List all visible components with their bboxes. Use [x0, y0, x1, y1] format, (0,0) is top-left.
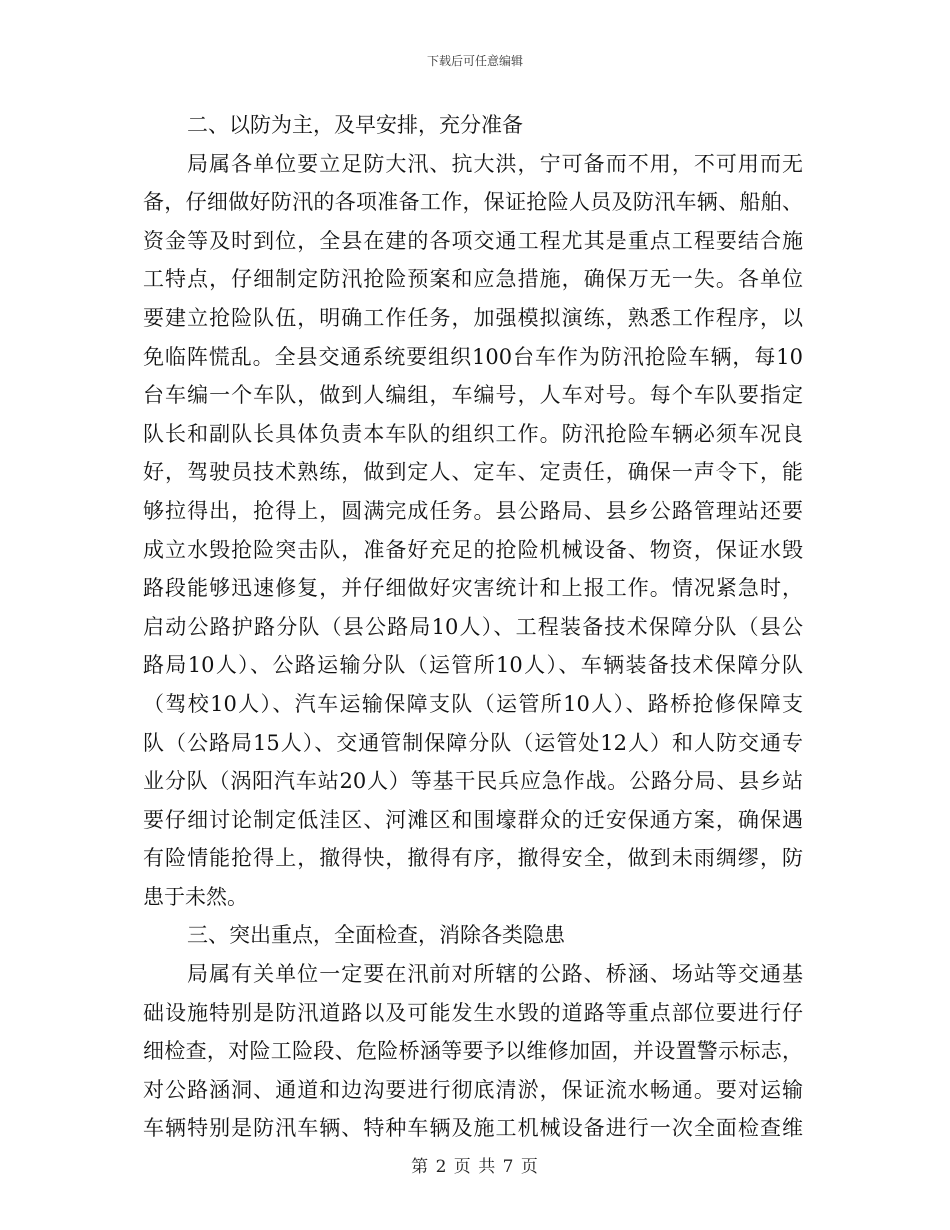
paragraph-line: 车辆特别是防汛车辆、特种车辆及施工机械设备进行一次全面检查维	[143, 1116, 803, 1141]
paragraph-line: 成立水毁抢险突击队，准备好充足的抢险机械设备、物资，保证水毁	[143, 537, 803, 562]
paragraph-line: 患于未然。	[143, 884, 248, 909]
paragraph-line: 业分队（涡阳汽车站20人）等基干民兵应急作战。公路分局、县乡站	[143, 769, 803, 794]
paragraph-line: 够拉得出，抢得上，圆满完成任务。县公路局、县乡公路管理站还要	[143, 498, 803, 523]
paragraph-line: 启动公路护路分队（县公路局10人）、工程装备技术保障分队（县公	[143, 614, 803, 639]
paragraph-line: 免临阵慌乱。全县交通系统要组织100台车作为防汛抢险车辆，每10	[143, 344, 803, 369]
page-header: 下载后可任意编辑	[426, 54, 523, 68]
paragraph-line: 队长和副队长具体负责本车队的组织工作。防汛抢险车辆必须车况良	[143, 421, 803, 446]
paragraph-line: 台车编一个车队，做到人编组，车编号，人车对号。每个车队要指定	[143, 383, 803, 408]
paragraph-line: 工特点，仔细制定防汛抢险预案和应急措施，确保万无一失。各单位	[143, 267, 803, 292]
paragraph-line: 路段能够迅速修复，并仔细做好灾害统计和上报工作。情况紧急时，	[143, 576, 803, 601]
paragraph-line: 备，仔细做好防汛的各项准备工作，保证抢险人员及防汛车辆、船舶、	[143, 190, 803, 215]
document-body	[143, 106, 803, 1148]
paragraph-line: 础设施特别是防汛道路以及可能发生水毁的道路等重点部位要进行仔	[143, 1000, 803, 1025]
paragraph-line: 局属各单位要立足防大汛、抗大洪，宁可备而不用，不可用而无	[187, 151, 803, 176]
page-footer: 第 2 页 共 7 页	[411, 1157, 539, 1177]
paragraph-line: 要建立抢险队伍，明确工作任务，加强模拟演练，熟悉工作程序，以	[143, 305, 803, 330]
paragraph-line: 路局10人）、公路运输分队（运管所10人）、车辆装备技术保障分队	[143, 653, 803, 678]
paragraph-line: 细检查，对险工险段、危险桥涵等要予以维修加固，并设置警示标志，	[143, 1039, 803, 1064]
paragraph-line: 要仔细讨论制定低洼区、河滩区和围壕群众的迁安保通方案，确保遇	[143, 807, 803, 832]
paragraph-line: 局属有关单位一定要在汛前对所辖的公路、桥涵、场站等交通基	[187, 962, 803, 987]
section-heading-3: 三、突出重点，全面检查，消除各类隐患	[187, 923, 565, 948]
paragraph-line: （驾校10人）、汽车运输保障支队（运管所10人）、路桥抢修保障支	[143, 691, 803, 716]
section-heading-2: 二、以防为主，及早安排，充分准备	[187, 113, 523, 137]
paragraph-line: 队（公路局15人）、交通管制保障分队（运管处12人）和人防交通专	[143, 730, 803, 755]
paragraph-line: 资金等及时到位，全县在建的各项交通工程尤其是重点工程要结合施	[143, 228, 803, 253]
paragraph-line: 有险情能抢得上，撤得快，撤得有序，撤得安全，做到未雨绸缪，防	[143, 846, 803, 871]
paragraph-line: 好，驾驶员技术熟练，做到定人、定车、定责任，确保一声令下，能	[143, 460, 803, 485]
paragraph-line: 对公路涵洞、通道和边沟要进行彻底清淤，保证流水畅通。要对运输	[143, 1077, 803, 1102]
